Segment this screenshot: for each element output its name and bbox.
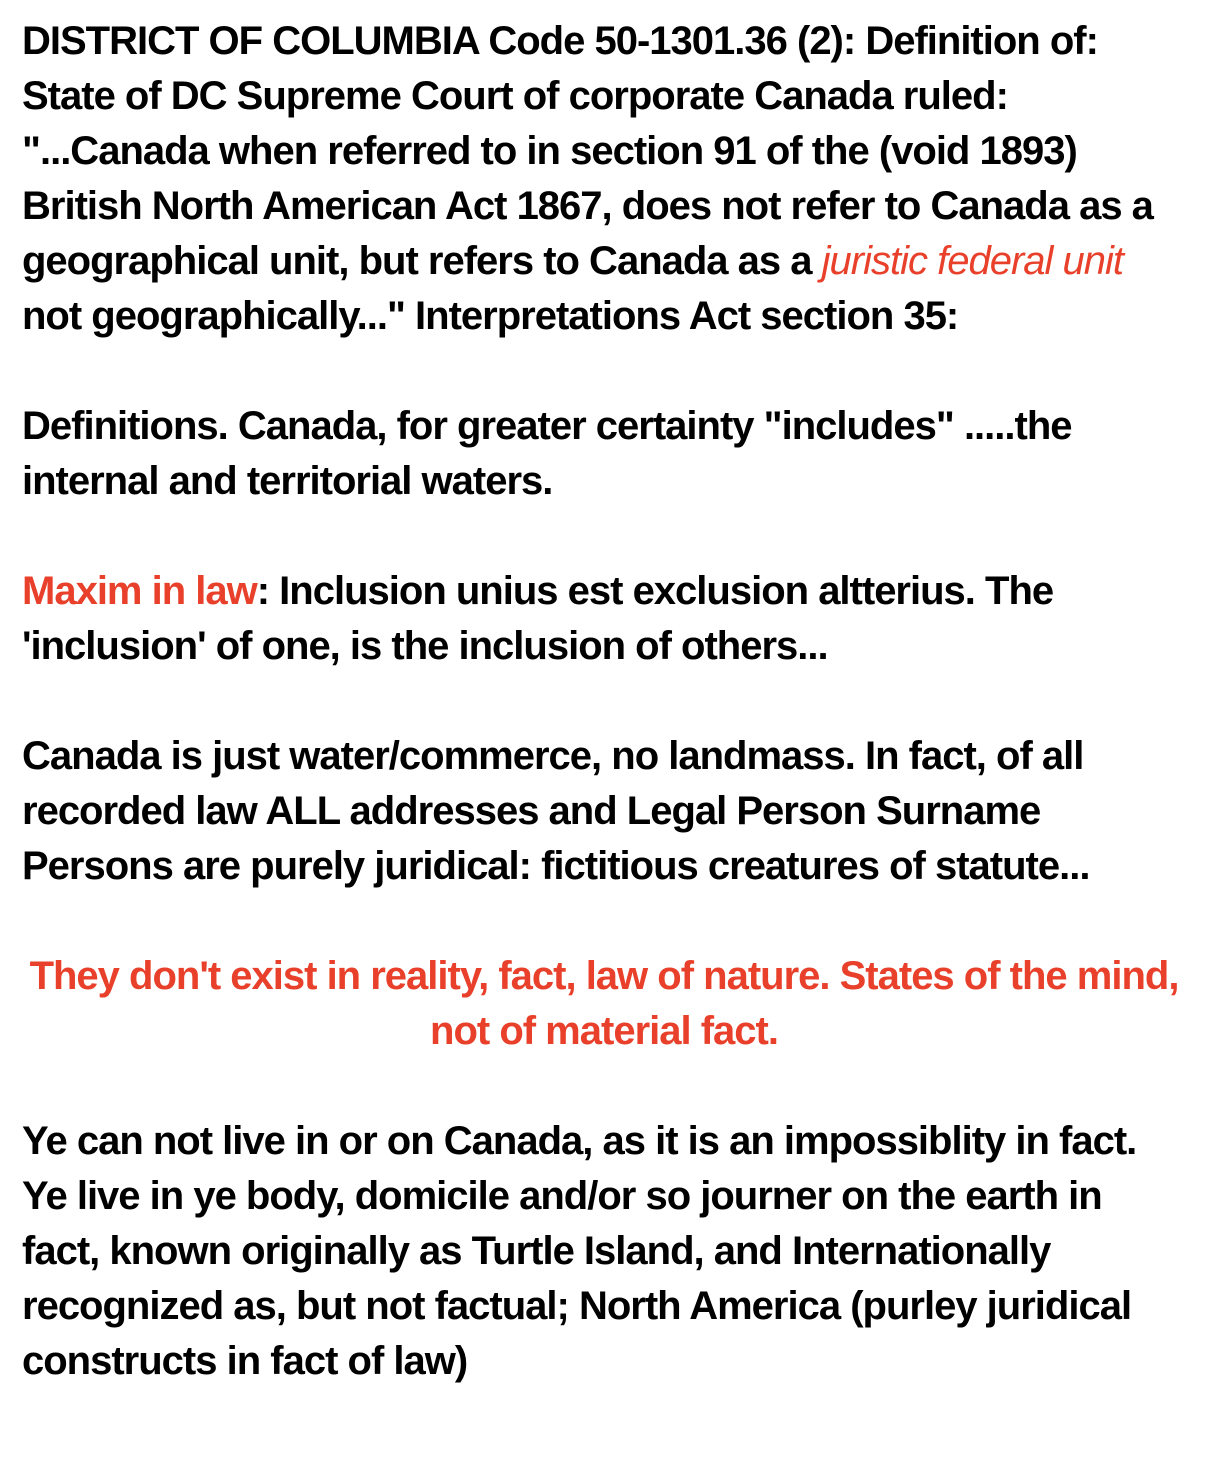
definitions-text: Definitions. Canada, for greater certainty "includes" .....the internal and territorial waters. [22,404,1072,503]
paragraph-turtle-island [22,1114,1186,1389]
dc-code-text-part2: not geographically..." Interpretations Act section 35: [22,294,959,338]
paragraph-dc-code [22,14,1186,344]
states-of-mind-text: They don't exist in reality, fact, law of nature. States of the mind, not of material fact. [29,954,1179,1053]
maxim-in-law-label: Maxim in law [22,569,257,613]
dc-code-text-part1: DISTRICT OF COLUMBIA Code 50-1301.36 (2): Definition of: State of DC Supreme Court of corporate Canada ruled: "...Canada when referred to in section 91 of the (void 1893) British North American Act 1867, does not refer to Canada as a geographical unit, but refers to Canada as a [22,19,1153,283]
maxim-text: : Inclusion unius est exclusion altterius. The 'inclusion' of one, is the inclusion of others... [22,569,1054,668]
juristic-federal-unit-highlight: juristic federal unit [821,239,1124,283]
paragraph-definitions [22,399,1186,509]
turtle-island-text: Ye can not live in or on Canada, as it is an impossiblity in fact. Ye live in ye body, domicile and/or so journer on the earth in fact, known originally as Turtle Island, and Internationally recognized as, but not factual; North America (purley juridical constructs in fact of law) [22,1119,1137,1383]
water-commerce-text: Canada is just water/commerce, no landmass. In fact, of all recorded law ALL addresses and Legal Person Surname Persons are purely juridical: fictitious creatures of statute... [22,734,1090,888]
paragraph-states-of-mind [22,949,1186,1059]
paragraph-water-commerce [22,729,1186,894]
paragraph-maxim [22,564,1186,674]
